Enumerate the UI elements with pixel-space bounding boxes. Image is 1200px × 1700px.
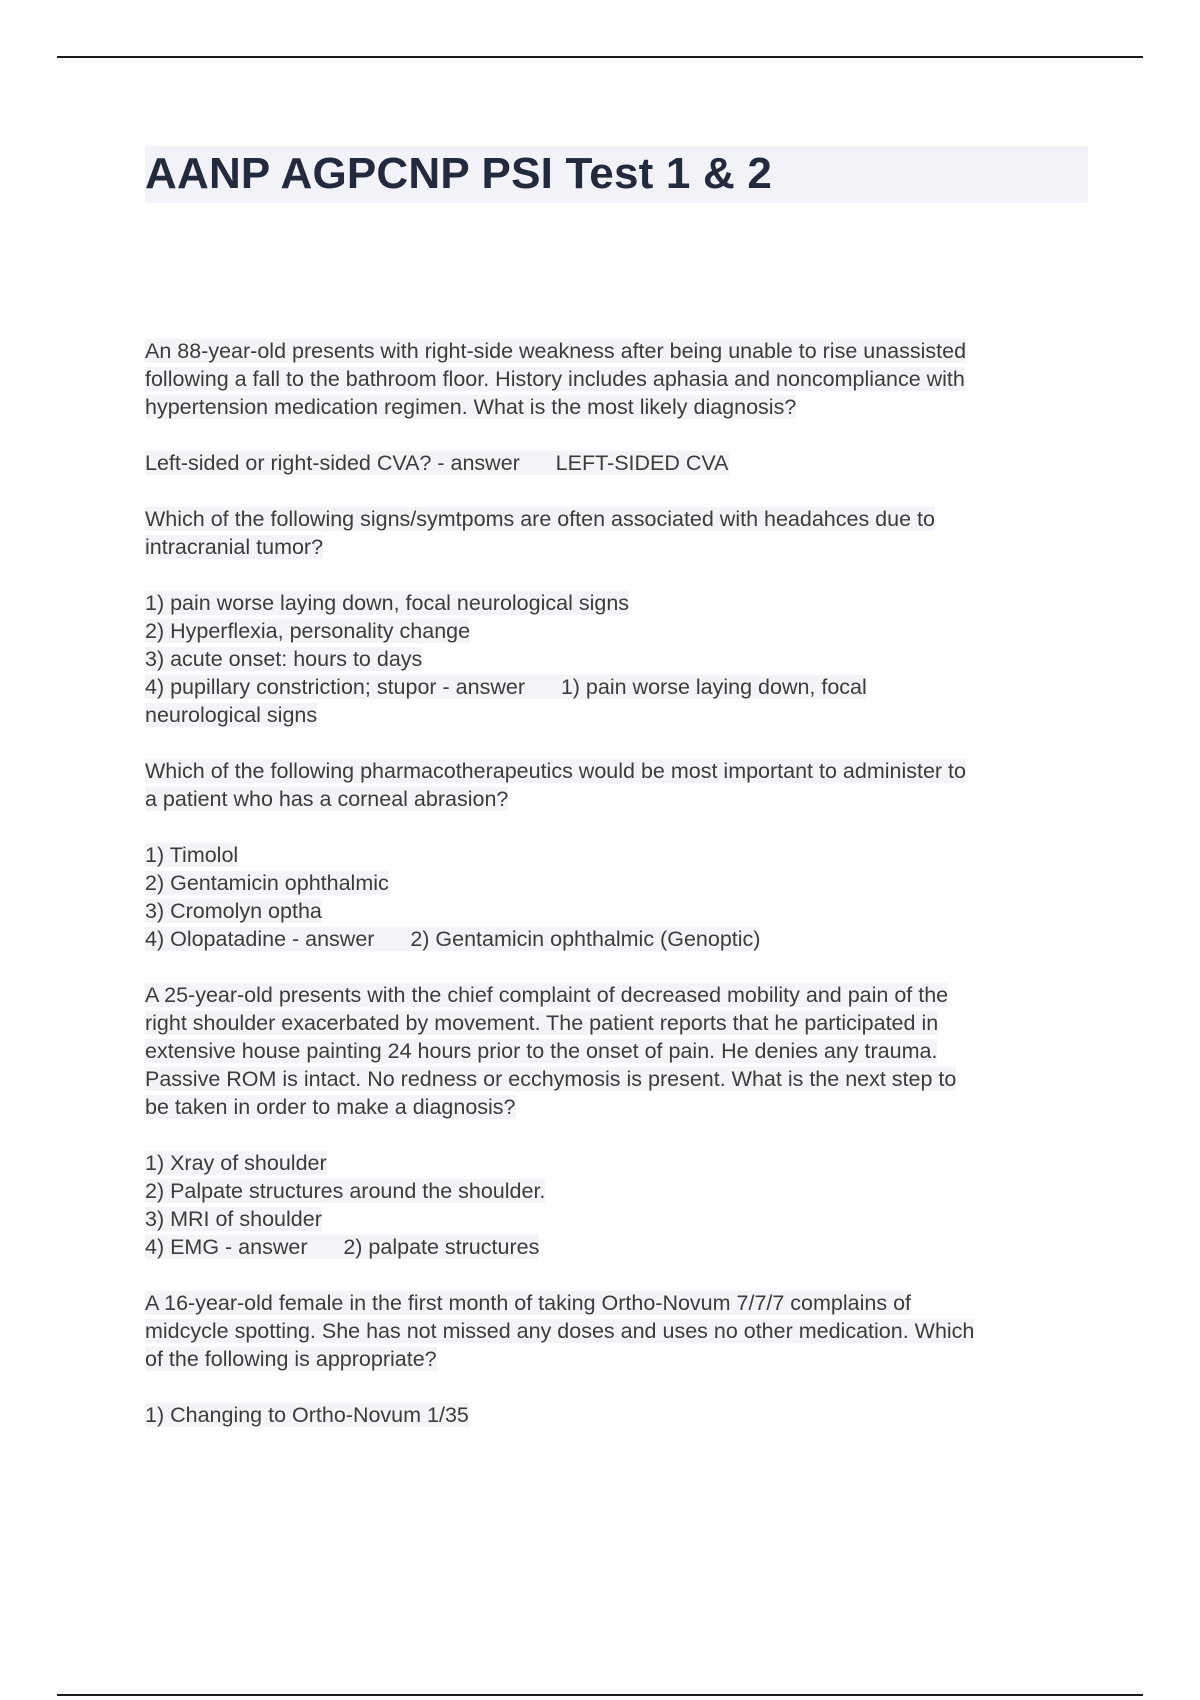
- question-5-options: [145, 1401, 1085, 1429]
- stem-line: right shoulder exacerbated by movement. The patient reports that he participated in: [145, 1011, 939, 1035]
- option-item: 2) Gentamicin ophthalmic: [145, 871, 389, 895]
- stem-line: hypertension medication regimen. What is the most likely diagnosis?: [145, 395, 797, 419]
- stem-line: of the following is appropriate?: [145, 1347, 437, 1371]
- question-2-options: [145, 589, 1085, 729]
- question-5-stem: [145, 1289, 1085, 1373]
- stem-line: Passive ROM is intact. No redness or ecchymosis is present. What is the next step to: [145, 1067, 957, 1091]
- option-item: 3) Cromolyn optha: [145, 899, 322, 923]
- answer-text: LEFT-SIDED CVA: [555, 451, 729, 475]
- option-item: 2) Palpate structures around the shoulder.: [145, 1179, 546, 1203]
- question-1-stem: [145, 337, 1085, 421]
- question-4-options: [145, 1149, 1085, 1261]
- option-item: 1) pain worse laying down, focal neurological signs: [145, 591, 630, 615]
- option-item: 1) Changing to Ortho-Novum 1/35: [145, 1403, 469, 1427]
- stem-line: be taken in order to make a diagnosis?: [145, 1095, 516, 1119]
- option-item: 4) pupillary constriction; stupor - answer: [145, 675, 525, 699]
- option-item: 3) MRI of shoulder: [145, 1207, 322, 1231]
- answer-text: 1) pain worse laying down, focal: [560, 675, 867, 699]
- answer-text: 2) palpate structures: [343, 1235, 540, 1259]
- answer-prompt: Left-sided or right-sided CVA? - answer: [145, 451, 520, 475]
- option-item: 4) Olopatadine - answer: [145, 927, 375, 951]
- stem-line: extensive house painting 24 hours prior to the onset of pain. He denies any trauma.: [145, 1039, 938, 1063]
- question-2-stem: [145, 505, 1085, 561]
- option-item: 4) EMG - answer: [145, 1235, 308, 1259]
- question-4-stem: [145, 981, 1085, 1121]
- answer-text-continued: neurological signs: [145, 703, 318, 727]
- question-1-answer: [145, 449, 1085, 477]
- stem-line: An 88-year-old presents with right-side weakness after being unable to rise unassisted: [145, 339, 967, 363]
- stem-line: Which of the following pharmacotherapeutics would be most important to administer to: [145, 759, 966, 783]
- footer-rule: [57, 1694, 1143, 1696]
- stem-line: midcycle spotting. She has not missed any doses and uses no other medication. Which: [145, 1319, 975, 1343]
- document-body: [145, 337, 1085, 1457]
- option-item: 2) Hyperflexia, personality change: [145, 619, 471, 643]
- answer-text: 2) Gentamicin ophthalmic (Genoptic): [410, 927, 761, 951]
- stem-line: A 25-year-old presents with the chief complaint of decreased mobility and pain of the: [145, 983, 949, 1007]
- question-3-stem: [145, 757, 1085, 813]
- document-title: AANP AGPCNP PSI Test 1 & 2: [145, 149, 773, 198]
- stem-line: A 16-year-old female in the first month of taking Ortho-Novum 7/7/7 complains of: [145, 1291, 912, 1315]
- option-item: 1) Timolol: [145, 843, 239, 867]
- option-item: 1) Xray of shoulder: [145, 1151, 327, 1175]
- question-3-options: [145, 841, 1085, 953]
- stem-line: following a fall to the bathroom floor. History includes aphasia and noncompliance with: [145, 367, 965, 391]
- stem-line: intracranial tumor?: [145, 535, 324, 559]
- stem-line: a patient who has a corneal abrasion?: [145, 787, 509, 811]
- header-rule: [57, 56, 1143, 58]
- option-item: 3) acute onset: hours to days: [145, 647, 423, 671]
- stem-line: Which of the following signs/symtpoms are often associated with headahces due to: [145, 507, 935, 531]
